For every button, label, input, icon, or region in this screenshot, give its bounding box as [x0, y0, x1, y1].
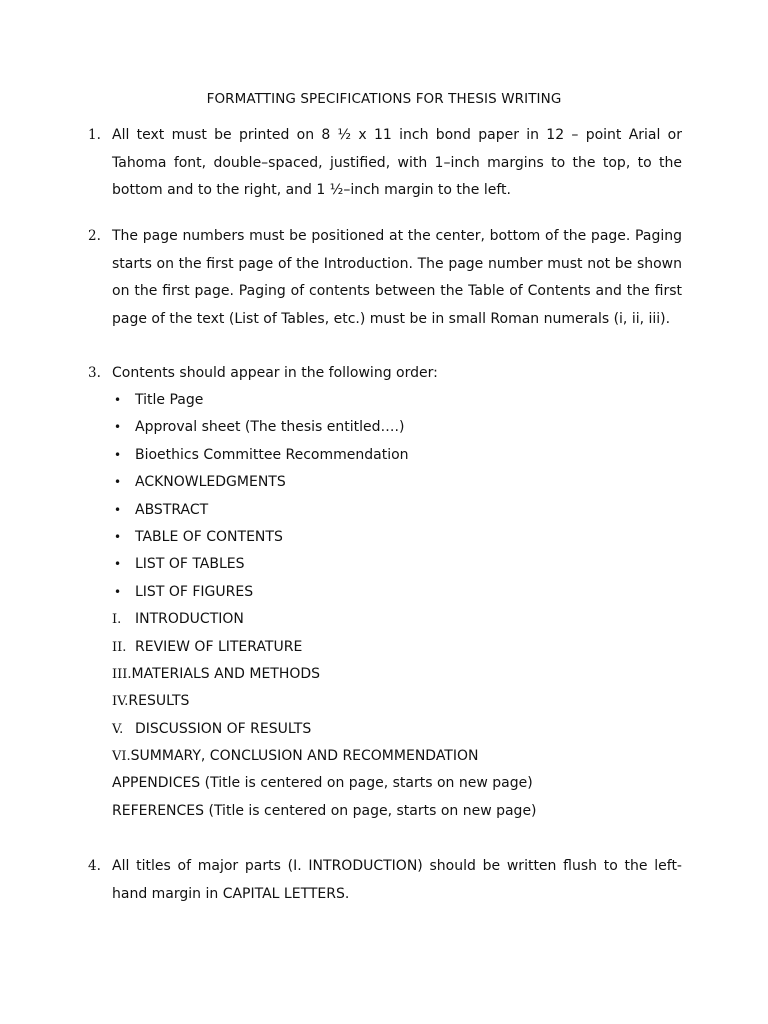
list-item-label: TABLE OF CONTENTS [135, 528, 283, 545]
list-item-label: APPENDICES (Title is centered on page, starts on new page) [112, 775, 533, 792]
list-item [112, 579, 537, 606]
list-item-label: ABSTRACT [135, 501, 209, 518]
list-item-label: SUMMARY, CONCLUSION AND RECOMMENDATION [130, 748, 479, 765]
item-number-3: 3. [88, 365, 101, 381]
bullet-marker: • [114, 420, 122, 435]
bullet-marker: • [114, 584, 122, 599]
roman-numeral-marker: IV. [112, 694, 129, 710]
list-item-label: DISCUSSION OF RESULTS [135, 720, 312, 737]
list-item-label: ACKNOWLEDGMENTS [135, 474, 286, 491]
list-item-label: Title Page [135, 392, 204, 408]
item-text-3: Contents should appear in the following order: [112, 365, 438, 381]
list-item-label: REVIEW OF LITERATURE [135, 638, 303, 655]
list-item-label: INTRODUCTION [135, 611, 244, 628]
list-item-label: LIST OF FIGURES [135, 583, 254, 600]
roman-numeral-marker: III. [112, 666, 132, 682]
list-item-label: REFERENCES (Title is centered on page, starts on new page) [112, 802, 537, 819]
list-item [112, 551, 537, 578]
list-item [112, 387, 537, 414]
list-item [112, 743, 537, 770]
list-item [112, 606, 537, 633]
list-item [112, 716, 537, 743]
list-item [112, 661, 537, 688]
roman-numeral-marker: V. [112, 721, 124, 737]
list-item [112, 469, 537, 496]
list-item-label: Bioethics Committee Recommendation [135, 446, 409, 463]
roman-numeral-marker: I. [112, 612, 122, 628]
item-number-2: 2. [88, 228, 101, 244]
bullet-marker: • [114, 447, 122, 462]
roman-numeral-marker: VI. [112, 749, 131, 765]
list-item [112, 524, 537, 551]
list-item [112, 414, 537, 441]
item-number-4: 4. [88, 858, 101, 874]
item-text-2: The page numbers must be positioned at the center, bottom of the page. Paging starts on the first page of the Introduction. The page number must not be shown on the first page. Paging of contents between the Table of Contents and the first page of the text (List of Tables, etc.) must be in small Roman numerals (i, ii, iii). [112, 228, 682, 327]
bullet-marker: • [114, 529, 122, 544]
bullet-marker: • [114, 393, 122, 407]
item-number-1: 1. [88, 127, 101, 143]
list-item-label: Approval sheet (The thesis entitled….) [135, 419, 405, 436]
list-item-label: MATERIALS AND METHODS [131, 665, 321, 682]
list-item [112, 688, 537, 715]
list-item [112, 442, 537, 469]
list-item-label: LIST OF TABLES [135, 556, 245, 573]
item-text-1: All text must be printed on 8 ½ x 11 inch bond paper in 12 – point Arial or Tahoma font, double–spaced, justified, with 1–inch margins to the top, to the bottom and to the right, and 1 ½–inch margin to the left. [112, 127, 682, 198]
bullet-marker: • [114, 475, 122, 490]
item-text-4: All titles of major parts (I. INTRODUCTION) should be written flush to the left-hand margin in CAPITAL LETTERS. [112, 858, 682, 902]
document-title: FORMATTING SPECIFICATIONS FOR THESIS WRITING [206, 91, 562, 107]
list-item [112, 634, 537, 661]
list-item [112, 497, 537, 524]
list-item [112, 770, 537, 797]
list-item-label: RESULTS [128, 693, 190, 710]
list-item [112, 798, 537, 825]
roman-numeral-marker: II. [112, 639, 127, 655]
contents-order-list [112, 387, 537, 825]
bullet-marker: • [114, 502, 122, 517]
bullet-marker: • [114, 557, 122, 572]
